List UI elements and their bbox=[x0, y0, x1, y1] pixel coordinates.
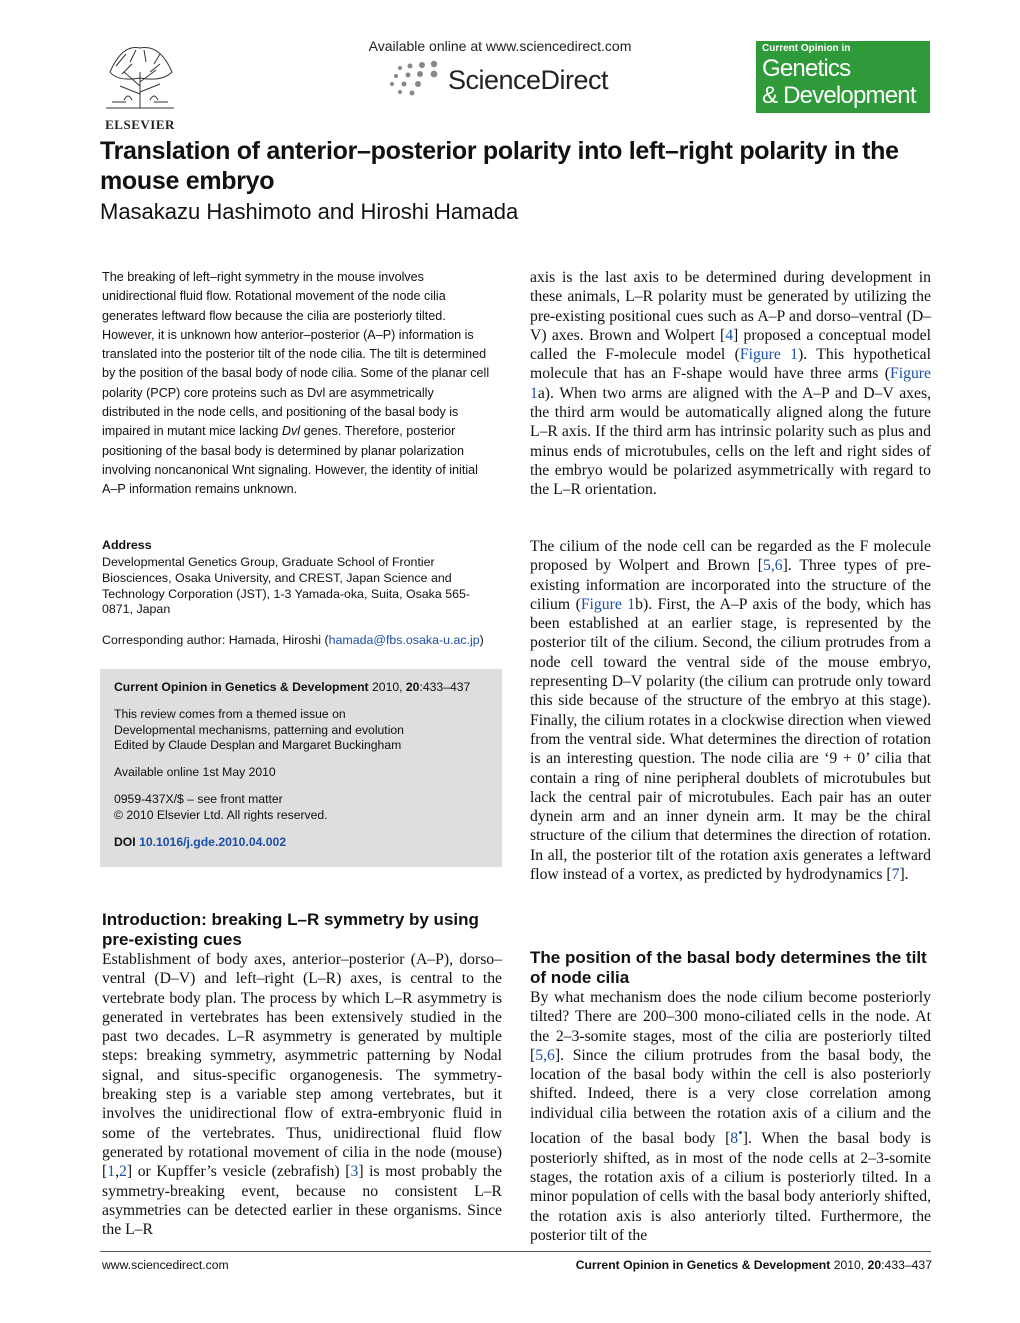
address-heading: Address bbox=[102, 538, 152, 552]
theme-line-1: This review comes from a themed issue on bbox=[114, 706, 346, 721]
figure-link[interactable]: Figure 1 bbox=[739, 346, 799, 364]
elsevier-logo bbox=[100, 42, 180, 132]
corresponding-author: Corresponding author: Hamada, Hiroshi (hamada@fbs.osaka-u.ac.jp) bbox=[102, 633, 484, 647]
address-text: Developmental Genetics Group, Graduate School of Frontier Biosciences, Osaka University, and CREST, Japan Science and Technology Corporation (JST), 1-3 Yamada-oka, Suita, Osaka 565-0871, Japan bbox=[102, 555, 471, 617]
ref-link[interactable]: 1 bbox=[107, 1163, 116, 1181]
available-date: Available online 1st May 2010 bbox=[114, 765, 276, 780]
abstract-italic-term: Dvl bbox=[281, 424, 301, 439]
intro-heading: Introduction: breaking L–R symmetry by using pre-existing cues bbox=[102, 910, 479, 949]
article-title: Translation of anterior–posterior polarity into left–right polarity in the mouse embryo bbox=[100, 137, 899, 195]
basal-body-heading: The position of the basal body determines the tilt of node cilia bbox=[530, 948, 927, 987]
sciencedirect-dots-icon bbox=[386, 60, 446, 100]
citation-line: Current Opinion in Genetics & Development 2010, 20:433–437 bbox=[114, 680, 471, 694]
sciencedirect-logo[interactable] bbox=[386, 58, 626, 102]
theme-line-2: Developmental mechanisms, patterning and evolution bbox=[114, 722, 404, 737]
right-paragraph-1: axis is the last axis to be determined during development in these animals, L–R polarity must be generated by utilizing the pre-existing positional cues such as A–P and dorso–ventral (D–V) axes. Brown and Wolpert [4] proposed a conceptual model called the F-molecule model (Figure 1). This hypothetical molecule that has an F-shape would have three arms (Figure 1a). When two arms are aligned with the A–P and D–V axes, the third arm would be automatically aligned along the future L–R axis. If the third arm has intrinsic polarity such as plus and minus ends of microtubules, cells on the left and right sides of the embryo would be polarized asymmetrically with regard to the L–R orientation. bbox=[530, 269, 932, 499]
sciencedirect-wordmark: ScienceDirect bbox=[448, 64, 609, 95]
right-paragraph-3: By what mechanism does the node cilium become posteriorly tilted? There are 200–300 mono-ciliated cells in the node. At the 2–3-somite stages, most of the cilia are posteriorly tilted [5,6]. Since the cilium protrudes from the basal body, the location of the basal body within the cell is also posteriorly shifted. Indeed, there is a very close correlation among individual cilia between the rotation axis of a cilium and the location of the basal body [8•]. When the basal body is posteriorly shifted, as in most of the node cells at 2–3-somite stages, the rotation axis of a cilium is posteriorly tilted. In a minor population of cells with the basal body anteriorly shifted, the rotation axis is also anteriorly tilted. Furthermore, the posterior tilt of the bbox=[530, 989, 931, 1244]
ref-link[interactable]: 8 bbox=[730, 1130, 739, 1148]
ref-link[interactable]: 5,6 bbox=[763, 557, 783, 575]
ref-link[interactable]: 3 bbox=[350, 1163, 359, 1181]
journal-banner bbox=[756, 41, 930, 113]
ref-mark: • bbox=[738, 1125, 743, 1141]
theme-line-3: Edited by Claude Desplan and Margaret Buckingham bbox=[114, 738, 402, 753]
ref-link[interactable]: 4 bbox=[725, 326, 734, 344]
elsevier-tree-icon bbox=[102, 42, 178, 110]
figure-link[interactable]: Figure 1 bbox=[580, 595, 636, 613]
ref-link[interactable]: 7 bbox=[891, 866, 900, 884]
copyright-line: © 2010 Elsevier Ltd. All rights reserved. bbox=[114, 807, 328, 822]
available-online-text: Available online at www.sciencedirect.com bbox=[368, 38, 632, 54]
footer-citation: Current Opinion in Genetics & Development 2010, 20:433–437 bbox=[575, 1258, 932, 1272]
right-paragraph-2: The cilium of the node cell can be regarded as the F molecule proposed by Wolpert and Brown [5,6]. Three types of pre-existing information are incorporated into the structure of the cilium (Figure 1b). First, the A–P axis of the body, which has been established at an earlier stage, is represented by the posterior tilt of the cilium. Second, the cilium protrudes from a node cell toward the ventral side of the mouse embryo, representing D–V polarity (the cilium can protrude only toward this side because of the structure of the embryo at this stage). Finally, the cilium rotates in a clockwise direction when viewed from the ventral side. What determines the direction of rotation is an interesting question. The node cilia are ‘9 + 0’ cilia that contain a ring of nine peripheral doublets of microtubules but lack the central pair of microtubules. Each pair has an outer dynein arm and an inner dynein arm. It may be the chiral structure of the cilium that determines the direction of rotation. In all, the posterior tilt of the rotation axis generates a leftward flow instead of a vortex, as predicted by hydrodynamics [7]. bbox=[530, 538, 932, 884]
journal-banner-line1: Genetics bbox=[762, 55, 851, 82]
intro-paragraph: Establishment of body axes, anterior–posterior (A–P), dorso–ventral (D–V) and left–right (L–R) axes, is central to the vertebrate body plan. The process by which L–R asymmetry is generated in vertebrates has been extensively studied in the past two decades. L–R asymmetry is generated by multiple steps: breaking symmetry, asymmetric patterning by Nodal signal, and situs-specific organogenesis. The symmetry-breaking step is a variable step among vertebrates, but it involves the unidirectional flow of extra-embryonic fluid in some of the vertebrates. Thus, unidirectional fluid flow generated by rotational movement of cilia in the node (mouse) [1,2] or Kupffer’s vesicle (zebrafish) [3] is most probably the symmetry-breaking event, because no consistent L–R asymmetries can be detected earlier in these organisms. Since the L–R bbox=[102, 951, 502, 1239]
ref-link[interactable]: 5,6 bbox=[535, 1046, 555, 1064]
doi-line: DOI 10.1016/j.gde.2010.04.002 bbox=[114, 834, 287, 849]
doi-link[interactable]: 10.1016/j.gde.2010.04.002 bbox=[139, 834, 287, 849]
elsevier-wordmark: ELSEVIER bbox=[105, 117, 175, 132]
email-link[interactable]: hamada@fbs.osaka-u.ac.jp bbox=[328, 633, 480, 647]
article-authors: Masakazu Hashimoto and Hiroshi Hamada bbox=[100, 199, 519, 224]
journal-banner-line2: & Development bbox=[762, 82, 916, 109]
article-info-box bbox=[100, 669, 502, 867]
journal-banner-top: Current Opinion in bbox=[762, 43, 851, 54]
issn-line: 0959-437X/$ – see front matter bbox=[114, 791, 283, 806]
abstract: The breaking of left–right symmetry in the mouse involves unidirectional fluid flow. Rotational movement of the node cilia generates leftward flow because the cilia are posteriorly tilted. However, it is unknown how anterior–posterior (A–P) information is translated into the posterior tilt of the node cilia. The tilt is determined by the position of the basal body of node cilia. Some of the planar cell polarity (PCP) core proteins such as Dvl are asymmetrically distributed in the node cells, and positioning of the basal body is impaired in mutant mice lacking Dvl genes. Therefore, posterior positioning of the basal body is determined by planar polarization involving noncanonical Wnt signaling. However, the identity of initial A–P information remains unknown. bbox=[102, 270, 490, 497]
footer-divider bbox=[100, 1251, 931, 1252]
ref-link[interactable]: 2 bbox=[119, 1163, 127, 1181]
figure-link[interactable]: Figure 1 bbox=[530, 365, 931, 402]
footer-url[interactable]: www.sciencedirect.com bbox=[102, 1258, 229, 1272]
